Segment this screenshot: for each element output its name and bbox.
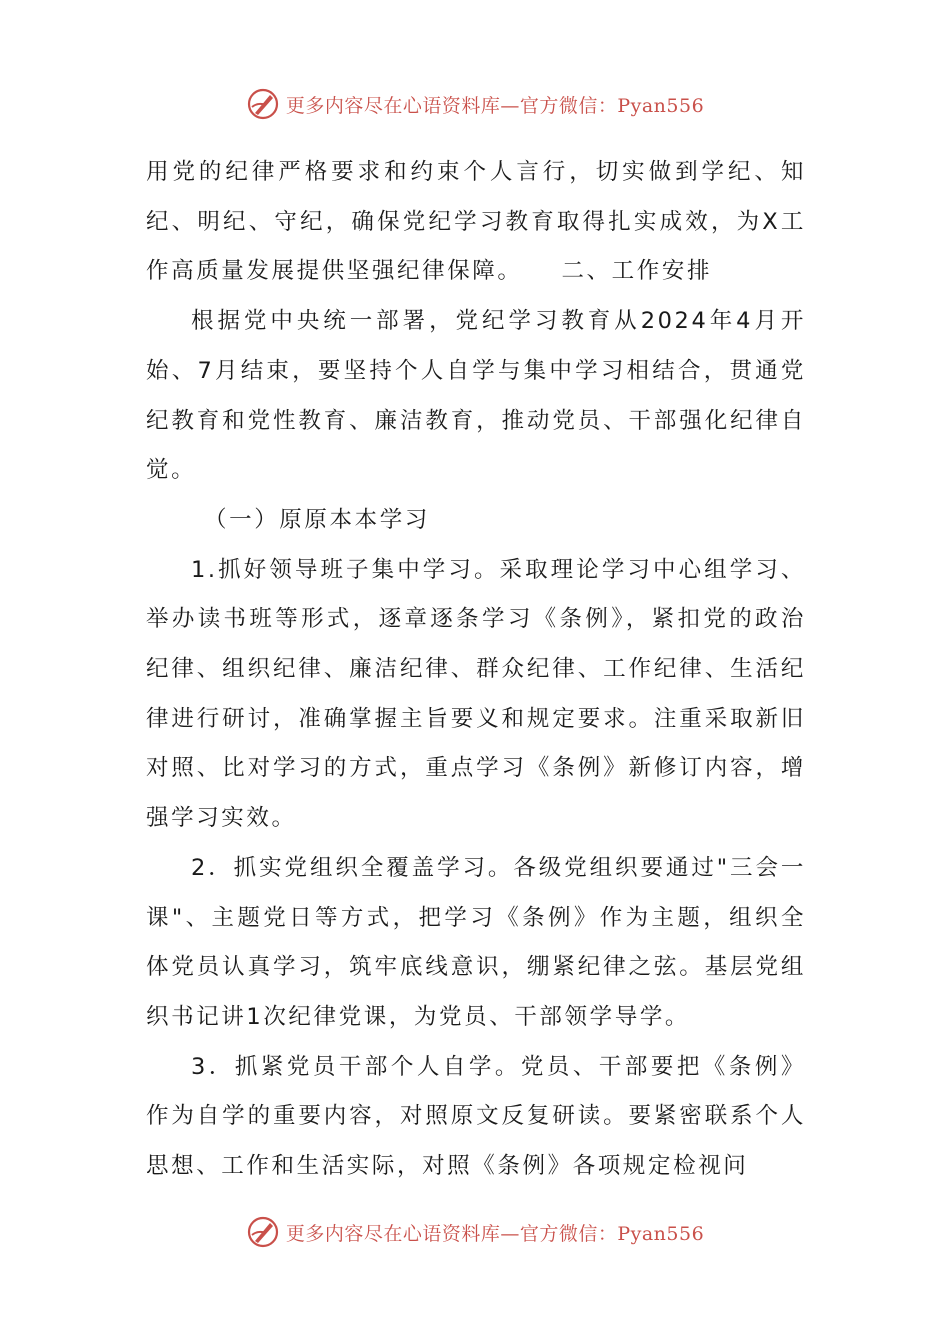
- paragraph-intro: 用党的纪律严格要求和约束个人言行，切实做到学纪、知纪、明纪、守纪，确保党纪学习教育取得扎实成效，为X工作高质量发展提供坚强纪律保障。 二、工作安排: [146, 159, 806, 285]
- quill-logo-icon: [246, 87, 280, 121]
- quill-logo-icon: [246, 1215, 280, 1249]
- section-heading: （一）原原本本学习: [204, 506, 430, 533]
- paragraph-item-1: 1.抓好领导班子集中学习。采取理论学习中心组学习、举办读书班等形式，逐章逐条学习《条例》，紧扣党的政治纪律、组织纪律、廉洁纪律、群众纪律、工作纪律、生活纪律进行研讨，准确掌握主旨要义和规定要求。注重采取新旧对照、比对学习的方式，重点学习《条例》新修订内容，增强学习实效。: [146, 556, 806, 832]
- paragraph-schedule: 根据党中央统一部署，党纪学习教育从2024年4月开始、7月结束，要坚持个人自学与集中学习相结合，贯通党纪教育和党性教育、廉洁教育，推动党员、干部强化纪律自觉。: [146, 308, 806, 484]
- watermark-text: 更多内容尽在心语资料库—官方微信：Pyan556: [285, 1222, 705, 1245]
- paragraph-item-2: 2．抓实党组织全覆盖学习。各级党组织要通过"三会一课"、主题党日等方式，把学习《条例》作为主题，组织全体党员认真学习，筑牢底线意识，绷紧纪律之弦。基层党组织书记讲1次纪律党课，为党员、干部领学导学。: [146, 854, 806, 1030]
- paragraph-item-3: 3．抓紧党员干部个人自学。党员、干部要把《条例》作为自学的重要内容，对照原文反复研读。要紧密联系个人思想、工作和生活实际，对照《条例》各项规定检视问: [146, 1053, 806, 1180]
- watermark-text: 更多内容尽在心语资料库—官方微信：Pyan556: [285, 94, 705, 117]
- watermark-footer: [0, 1212, 950, 1252]
- document-body: [146, 148, 806, 1192]
- watermark-header: [0, 84, 950, 124]
